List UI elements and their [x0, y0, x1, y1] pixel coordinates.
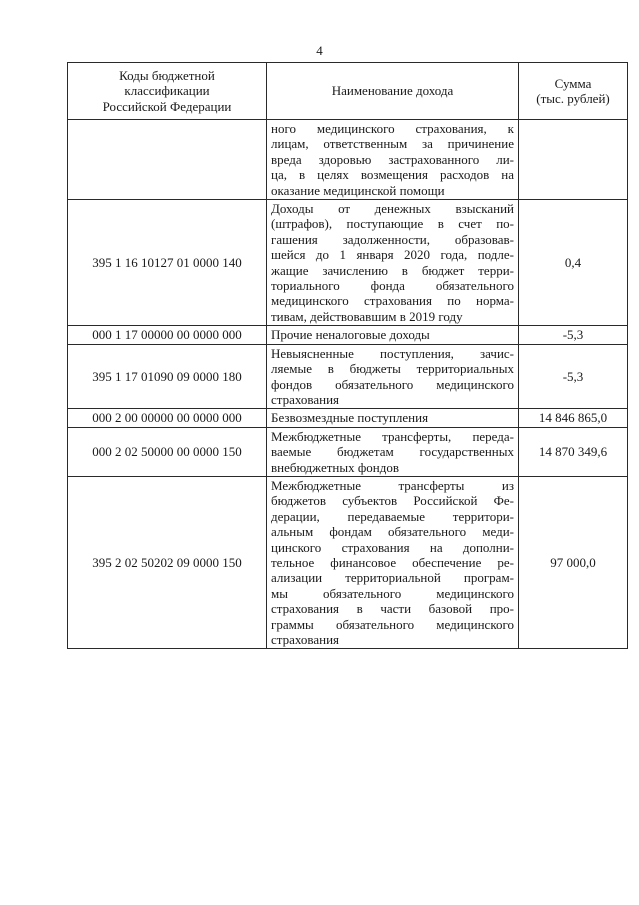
table-row — [68, 427, 628, 476]
revenue-name-line: страхования — [271, 632, 340, 647]
header-sum-line: (тыс. рублей) — [536, 91, 610, 106]
budget-code-cell: 000 2 00 00000 00 0000 000 — [68, 409, 267, 427]
budget-code-cell — [68, 120, 267, 200]
revenue-name-line: жащие зачислению в бюджет терри- — [271, 262, 514, 278]
table-row — [68, 120, 628, 200]
revenue-table — [67, 62, 628, 649]
table-row — [68, 200, 628, 326]
budget-code-cell: 395 2 02 50202 09 0000 150 — [68, 476, 267, 648]
revenue-name-line: фондов обязательного медицинского — [271, 376, 514, 392]
revenue-name-line: ваемые бюджетам государственных — [271, 444, 514, 460]
revenue-name-line: страхования в части базовой про- — [271, 601, 514, 617]
budget-code-cell: 395 1 17 01090 09 0000 180 — [68, 344, 267, 409]
revenue-name-line: Доходы от денежных взысканий — [271, 201, 514, 217]
revenue-name-line: Безвозмездные поступления — [271, 410, 429, 426]
header-sum-line: Сумма — [554, 75, 592, 91]
revenue-name-cell — [267, 427, 519, 476]
revenue-name-cell — [267, 476, 519, 648]
table-row — [68, 476, 628, 648]
table-header-row — [68, 63, 628, 120]
revenue-name-line: вреда здоровью застрахованного ли- — [271, 151, 514, 167]
table-row — [68, 326, 628, 344]
revenue-name-line: дерации, передаваемые территори- — [271, 508, 514, 524]
revenue-name-line: ализации территориальной програм- — [271, 570, 514, 586]
header-amount — [519, 63, 628, 120]
revenue-name-cell — [267, 409, 519, 427]
revenue-name-line: внебюджетных фондов — [271, 459, 399, 475]
revenue-name-line: шейся до 1 января 2020 года, подле- — [271, 247, 514, 263]
revenue-name-line: медицинского страхования по норма- — [271, 293, 514, 309]
revenue-name-line: гашения задолженности, образовав- — [271, 231, 514, 247]
budget-code-cell: 000 1 17 00000 00 0000 000 — [68, 326, 267, 344]
revenue-name-line: (штрафов), поступающие в счет по- — [271, 216, 514, 232]
budget-code-cell: 000 2 02 50000 00 0000 150 — [68, 427, 267, 476]
revenue-name-line: бюджетов субъектов Российской Фе- — [271, 493, 514, 509]
revenue-name-line: ца, в целях возмещения расходов на — [271, 167, 514, 183]
revenue-name-cell — [267, 326, 519, 344]
table-row — [68, 344, 628, 409]
revenue-name-line: оказание медицинской помощи — [271, 182, 445, 198]
revenue-name-line: Межбюджетные трансферты из — [271, 477, 514, 493]
page-number: 4 — [316, 43, 323, 58]
revenue-name-line: тивам, действовавшим в 2019 году — [271, 308, 463, 324]
revenue-name-line: Прочие неналоговые доходы — [271, 327, 430, 343]
header-budget-codes — [68, 63, 267, 120]
header-code-line: Российской Федерации — [102, 98, 232, 114]
budget-code-cell: 395 1 16 10127 01 0000 140 — [68, 200, 267, 326]
revenue-name-cell — [267, 120, 519, 200]
revenue-name-line: страхования — [271, 391, 340, 407]
revenue-name-line: Межбюджетные трансферты, переда- — [271, 428, 514, 444]
revenue-name-line: граммы обязательного медицинского — [271, 616, 514, 632]
revenue-name-line: цинского страхования на дополни- — [271, 539, 514, 555]
header-code-line: Коды бюджетной — [119, 67, 215, 83]
amount-cell: 14 846 865,0 — [519, 409, 628, 427]
revenue-name-line: Невыясненные поступления, зачис- — [271, 345, 514, 361]
revenue-name-line: тельное финансовое обеспечение ре- — [271, 554, 514, 570]
amount-cell: 0,4 — [519, 200, 628, 326]
amount-cell: -5,3 — [519, 344, 628, 409]
amount-cell: 97 000,0 — [519, 476, 628, 648]
revenue-name-line: мы обязательного медицинского — [271, 585, 514, 601]
revenue-name-line: ториального фонда обязательного — [271, 278, 514, 294]
revenue-name-line: лицам, ответственным за причинение — [271, 136, 514, 152]
amount-cell: 14 870 349,6 — [519, 427, 628, 476]
revenue-name-line: альным фондам обязательного меди- — [271, 524, 514, 540]
revenue-name-cell — [267, 200, 519, 326]
revenue-name-cell — [267, 344, 519, 409]
header-revenue-name: Наименование дохода — [267, 63, 519, 120]
header-code-line: классификации — [124, 83, 210, 99]
table-row — [68, 409, 628, 427]
amount-cell — [519, 120, 628, 200]
amount-cell: -5,3 — [519, 326, 628, 344]
revenue-name-line: ного медицинского страхования, к — [271, 121, 514, 136]
revenue-name-line: ляемые в бюджеты территориальных — [271, 361, 514, 377]
